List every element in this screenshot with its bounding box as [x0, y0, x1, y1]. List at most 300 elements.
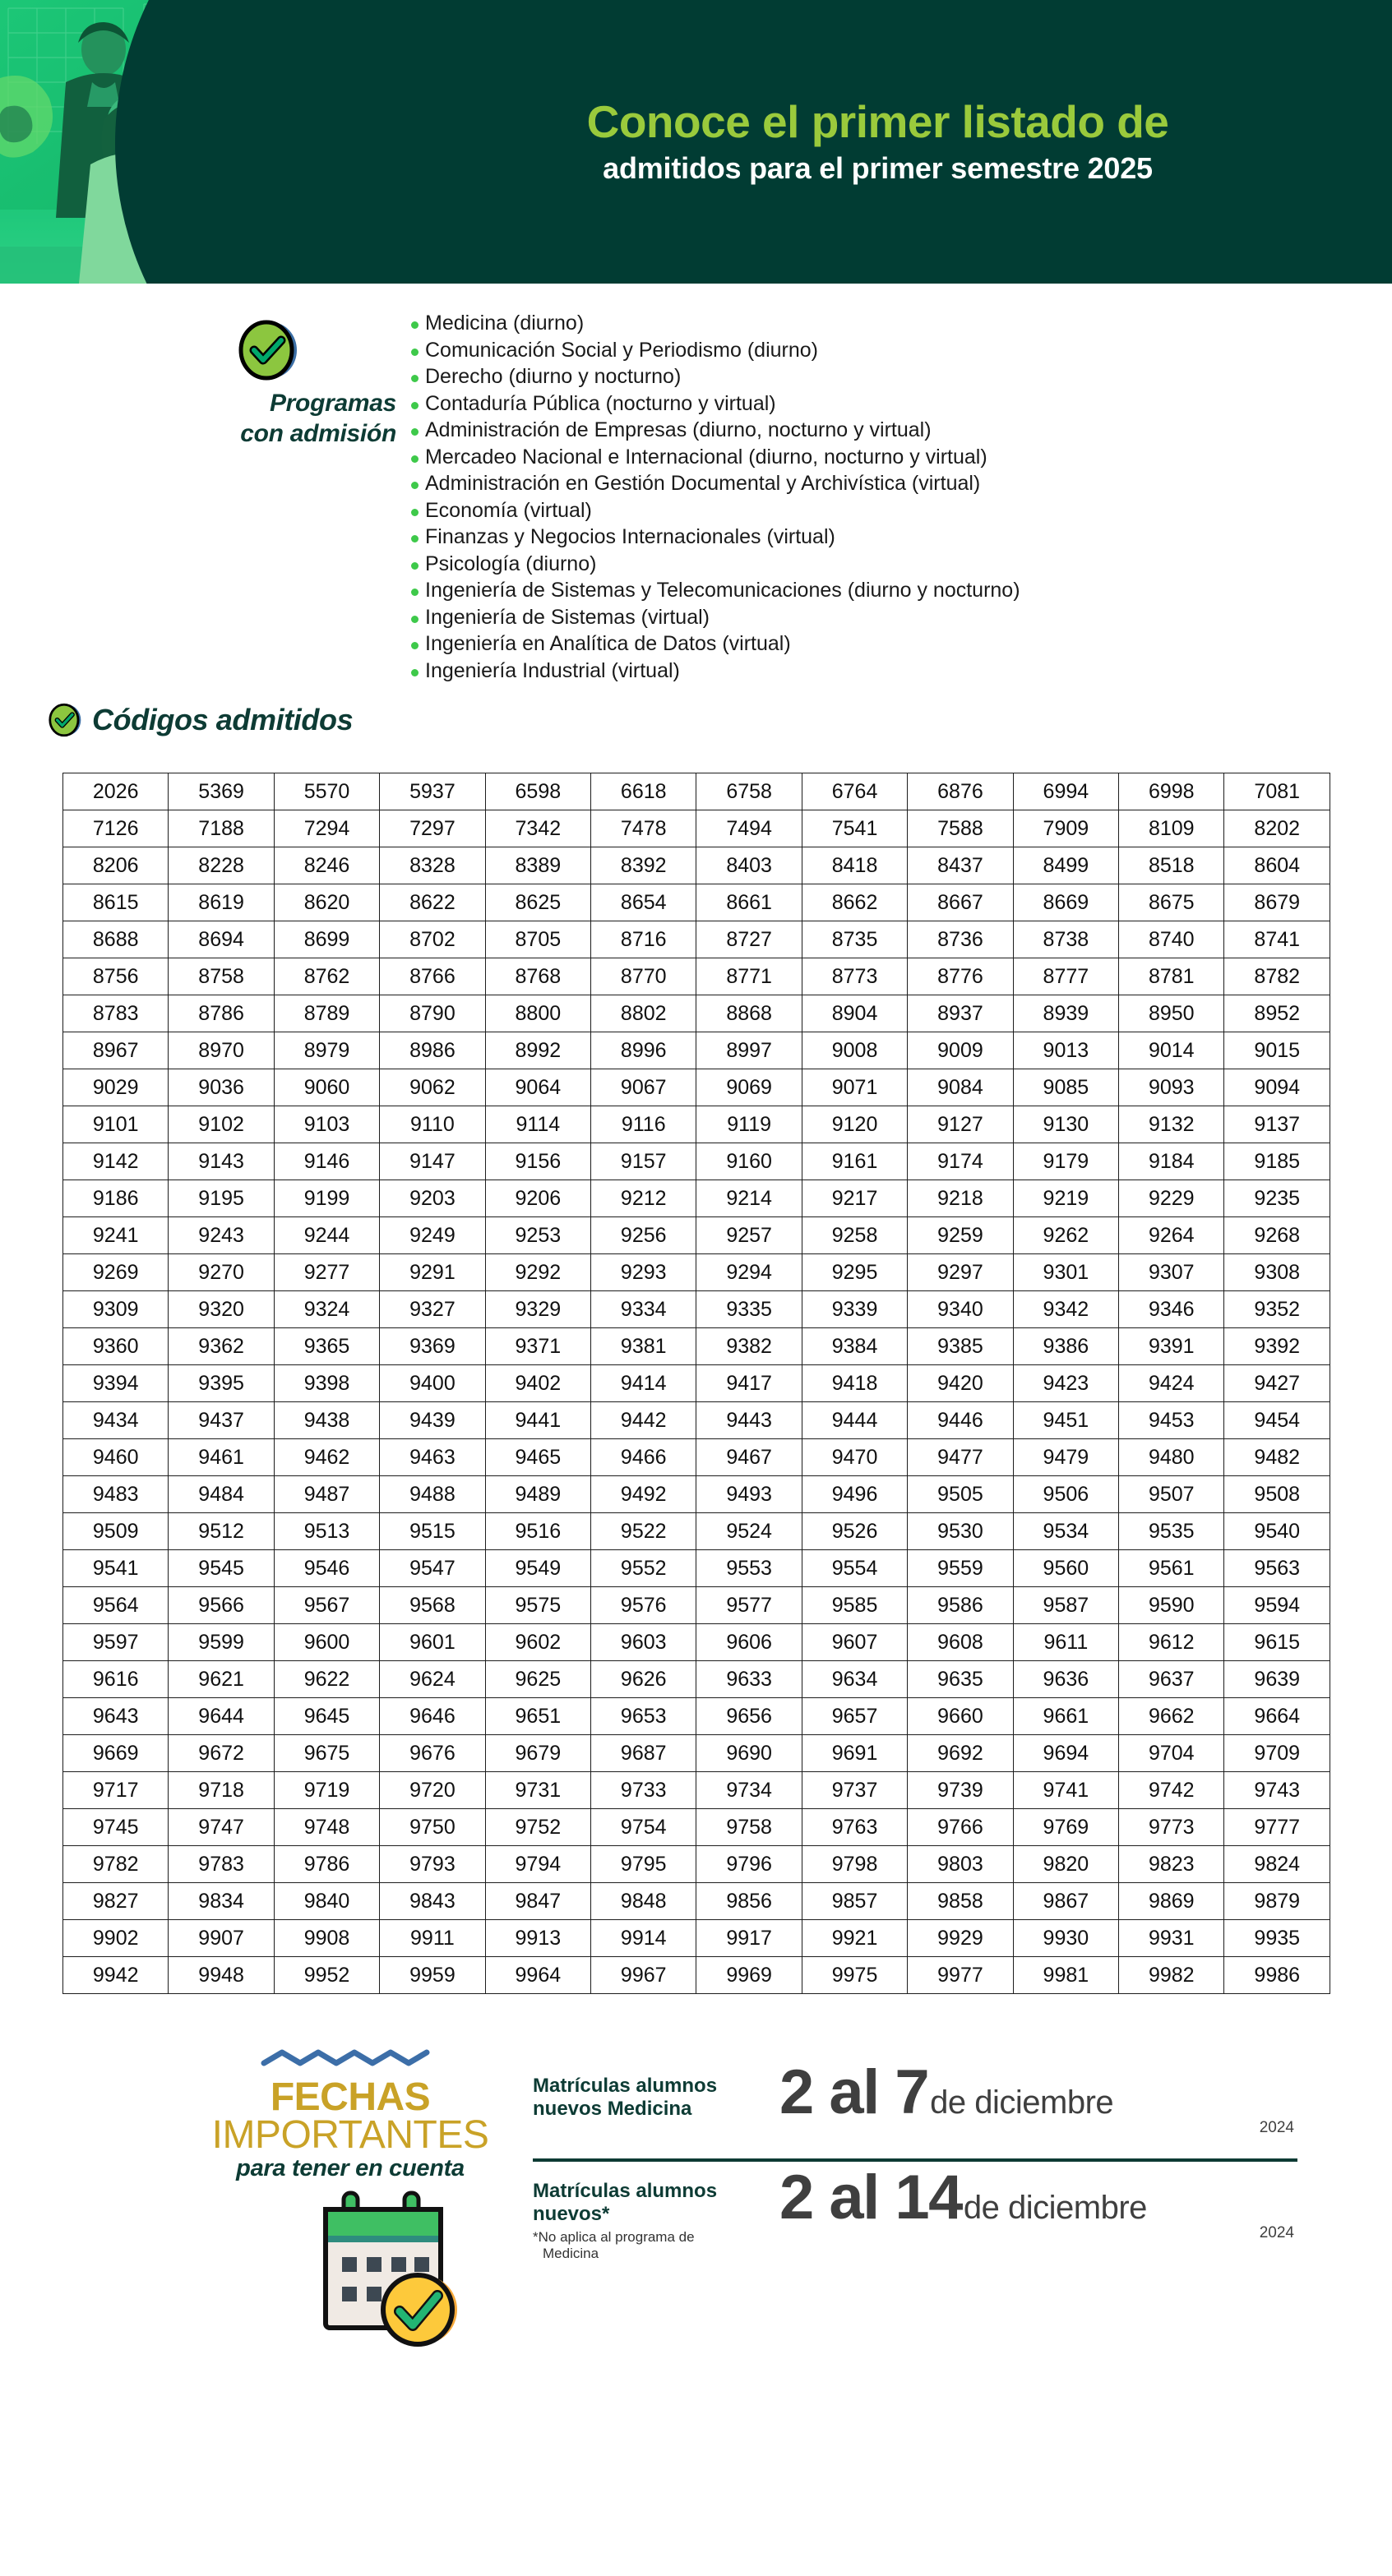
table-row	[63, 1069, 1330, 1106]
code-cell: 9294	[696, 1254, 802, 1291]
table-row	[63, 1624, 1330, 1661]
code-cell: 9219	[1013, 1180, 1118, 1217]
code-cell: 9156	[485, 1143, 590, 1180]
code-cell: 9015	[1224, 1032, 1330, 1069]
codigos-heading	[48, 702, 1392, 738]
code-cell: 9161	[802, 1143, 907, 1180]
code-cell: 9516	[485, 1513, 590, 1550]
code-cell: 9269	[63, 1254, 169, 1291]
code-cell: 9446	[908, 1402, 1013, 1439]
code-cell: 9508	[1224, 1476, 1330, 1513]
code-cell: 9834	[169, 1883, 274, 1920]
code-cell: 9064	[485, 1069, 590, 1106]
code-cell: 8702	[380, 921, 485, 958]
code-cell: 9675	[274, 1735, 379, 1772]
table-row	[63, 1957, 1330, 1994]
code-cell: 9608	[908, 1624, 1013, 1661]
code-cell: 9622	[274, 1661, 379, 1698]
code-cell: 8518	[1119, 847, 1224, 884]
code-cell: 9114	[485, 1106, 590, 1143]
code-cell: 8437	[908, 847, 1013, 884]
code-cell: 8937	[908, 995, 1013, 1032]
code-cell: 8604	[1224, 847, 1330, 884]
code-cell: 9541	[63, 1550, 169, 1587]
date-divider	[533, 2158, 1297, 2162]
code-cell: 9127	[908, 1106, 1013, 1143]
table-row	[63, 1735, 1330, 1772]
code-cell: 7909	[1013, 810, 1118, 847]
code-cell: 9745	[63, 1809, 169, 1846]
code-cell: 9679	[485, 1735, 590, 1772]
code-cell: 5570	[274, 773, 379, 810]
code-cell: 9506	[1013, 1476, 1118, 1513]
program-item	[411, 604, 1392, 631]
code-cell: 9719	[274, 1772, 379, 1809]
code-cell: 9301	[1013, 1254, 1118, 1291]
code-cell: 9270	[169, 1254, 274, 1291]
code-cell: 9645	[274, 1698, 379, 1735]
program-item-label: Administración de Empresas (diurno, nocturno y virtual)	[425, 418, 932, 441]
code-cell: 8939	[1013, 995, 1118, 1032]
code-cell: 9982	[1119, 1957, 1224, 1994]
code-cell: 9754	[591, 1809, 696, 1846]
code-cell: 9384	[802, 1328, 907, 1365]
program-item-label: Finanzas y Negocios Internacionales (virtual)	[425, 525, 835, 548]
code-cell: 9601	[380, 1624, 485, 1661]
code-cell: 9952	[274, 1957, 379, 1994]
code-cell: 9362	[169, 1328, 274, 1365]
table-row	[63, 847, 1330, 884]
code-cell: 8790	[380, 995, 485, 1032]
code-cell: 9185	[1224, 1143, 1330, 1180]
code-cell: 9342	[1013, 1291, 1118, 1328]
code-cell: 9858	[908, 1883, 1013, 1920]
code-cell: 9621	[169, 1661, 274, 1698]
code-cell: 9615	[1224, 1624, 1330, 1661]
code-cell: 8202	[1224, 810, 1330, 847]
code-cell: 8802	[591, 995, 696, 1032]
code-cell: 9453	[1119, 1402, 1224, 1439]
code-cell: 8499	[1013, 847, 1118, 884]
code-cell: 9798	[802, 1846, 907, 1883]
code-cell: 9827	[63, 1883, 169, 1920]
date-note	[533, 2229, 768, 2263]
check-circle-icon	[237, 318, 299, 382]
code-cell: 9676	[380, 1735, 485, 1772]
table-row	[63, 1809, 1330, 1846]
fechas-line3: para tener en cuenta	[236, 2155, 465, 2182]
code-cell: 9793	[380, 1846, 485, 1883]
code-cell: 9264	[1119, 1217, 1224, 1254]
code-cell: 8952	[1224, 995, 1330, 1032]
code-cell: 9371	[485, 1328, 590, 1365]
code-cell: 9062	[380, 1069, 485, 1106]
code-cell: 9717	[63, 1772, 169, 1809]
code-cell: 9803	[908, 1846, 1013, 1883]
code-cell: 9324	[274, 1291, 379, 1328]
date-label: Matrículas alumnos nuevos Medicina	[533, 2075, 718, 2121]
code-cell: 9119	[696, 1106, 802, 1143]
code-cell: 9599	[169, 1624, 274, 1661]
table-row	[63, 958, 1330, 995]
code-cell: 8773	[802, 958, 907, 995]
table-row	[63, 1143, 1330, 1180]
table-row	[63, 1180, 1330, 1217]
code-cell: 9482	[1224, 1439, 1330, 1476]
code-cell: 6764	[802, 773, 907, 810]
code-cell: 9561	[1119, 1550, 1224, 1587]
code-cell: 9575	[485, 1587, 590, 1624]
code-cell: 9758	[696, 1809, 802, 1846]
table-row	[63, 1883, 1330, 1920]
code-cell: 9566	[169, 1587, 274, 1624]
program-item	[411, 577, 1392, 604]
program-item	[411, 658, 1392, 685]
code-cell: 9293	[591, 1254, 696, 1291]
program-item-label: Administración en Gestión Documental y Archivística (virtual)	[425, 472, 981, 495]
code-cell: 9466	[591, 1439, 696, 1476]
code-cell: 8766	[380, 958, 485, 995]
code-cell: 8738	[1013, 921, 1118, 958]
code-cell: 6598	[485, 773, 590, 810]
table-row	[63, 1920, 1330, 1957]
code-cell: 8800	[485, 995, 590, 1032]
code-cell: 9739	[908, 1772, 1013, 1809]
code-cell: 9606	[696, 1624, 802, 1661]
code-cell: 9480	[1119, 1439, 1224, 1476]
code-cell: 9307	[1119, 1254, 1224, 1291]
program-item	[411, 470, 1392, 497]
code-cell: 9496	[802, 1476, 907, 1513]
code-cell: 9418	[802, 1365, 907, 1402]
code-cell: 9586	[908, 1587, 1013, 1624]
code-cell: 9391	[1119, 1328, 1224, 1365]
code-cell: 9203	[380, 1180, 485, 1217]
date-note-line2: Medicina	[543, 2246, 599, 2262]
code-cell: 9214	[696, 1180, 802, 1217]
code-cell: 8781	[1119, 958, 1224, 995]
code-cell: 9467	[696, 1439, 802, 1476]
code-cell: 9704	[1119, 1735, 1224, 1772]
code-cell: 9505	[908, 1476, 1013, 1513]
code-cell: 8675	[1119, 884, 1224, 921]
date-label	[533, 2165, 779, 2262]
code-cell: 8654	[591, 884, 696, 921]
program-item-label: Economía (virtual)	[425, 498, 592, 522]
code-cell: 8776	[908, 958, 1013, 995]
program-item-label: Contaduría Pública (nocturno y virtual)	[425, 391, 776, 415]
code-cell: 9067	[591, 1069, 696, 1106]
code-cell: 9488	[380, 1476, 485, 1513]
code-cell: 9184	[1119, 1143, 1224, 1180]
code-cell: 6758	[696, 773, 802, 810]
code-cell: 9975	[802, 1957, 907, 1994]
code-cell: 8970	[169, 1032, 274, 1069]
program-item-label: Derecho (diurno y nocturno)	[425, 365, 682, 388]
code-cell: 9489	[485, 1476, 590, 1513]
code-cell: 8622	[380, 884, 485, 921]
code-cell: 9626	[591, 1661, 696, 1698]
code-cell: 9823	[1119, 1846, 1224, 1883]
code-cell: 9444	[802, 1402, 907, 1439]
table-row	[63, 1846, 1330, 1883]
date-month: de diciembre	[930, 2084, 1114, 2121]
table-row	[63, 995, 1330, 1032]
code-cell: 9398	[274, 1365, 379, 1402]
code-cell: 9560	[1013, 1550, 1118, 1587]
code-cell: 9460	[63, 1439, 169, 1476]
code-cell: 8756	[63, 958, 169, 995]
code-cell: 9101	[63, 1106, 169, 1143]
code-cell: 9454	[1224, 1402, 1330, 1439]
code-cell: 9857	[802, 1883, 907, 1920]
code-cell: 9633	[696, 1661, 802, 1698]
code-cell: 9381	[591, 1328, 696, 1365]
code-cell: 9235	[1224, 1180, 1330, 1217]
code-cell: 9567	[274, 1587, 379, 1624]
code-cell: 8403	[696, 847, 802, 884]
code-cell: 9644	[169, 1698, 274, 1735]
code-cell: 9071	[802, 1069, 907, 1106]
code-cell: 8997	[696, 1032, 802, 1069]
code-cell: 8986	[380, 1032, 485, 1069]
code-cell: 8625	[485, 884, 590, 921]
code-cell: 9277	[274, 1254, 379, 1291]
code-cell: 9612	[1119, 1624, 1224, 1661]
code-cell: 9625	[485, 1661, 590, 1698]
code-cell: 9747	[169, 1809, 274, 1846]
program-item-label: Ingeniería de Sistemas (virtual)	[425, 605, 710, 629]
code-cell: 9820	[1013, 1846, 1118, 1883]
code-cell: 8328	[380, 847, 485, 884]
code-cell: 9256	[591, 1217, 696, 1254]
program-item	[411, 444, 1392, 471]
code-cell: 9036	[169, 1069, 274, 1106]
code-cell: 9340	[908, 1291, 1013, 1328]
table-row	[63, 1217, 1330, 1254]
code-cell: 8782	[1224, 958, 1330, 995]
code-cell: 9137	[1224, 1106, 1330, 1143]
code-cell: 9786	[274, 1846, 379, 1883]
table-row	[63, 884, 1330, 921]
code-cell: 9493	[696, 1476, 802, 1513]
code-cell: 9795	[591, 1846, 696, 1883]
code-cell: 9929	[908, 1920, 1013, 1957]
code-cell: 9437	[169, 1402, 274, 1439]
code-cell: 8246	[274, 847, 379, 884]
program-item	[411, 630, 1392, 658]
code-cell: 8228	[169, 847, 274, 884]
code-cell: 8109	[1119, 810, 1224, 847]
code-cell: 8783	[63, 995, 169, 1032]
code-cell: 9309	[63, 1291, 169, 1328]
code-cell: 9794	[485, 1846, 590, 1883]
code-cell: 9120	[802, 1106, 907, 1143]
code-cell: 9102	[169, 1106, 274, 1143]
table-row	[63, 1254, 1330, 1291]
code-cell: 9867	[1013, 1883, 1118, 1920]
calendar-check-icon	[314, 2188, 470, 2357]
code-cell: 9014	[1119, 1032, 1224, 1069]
code-cell: 9661	[1013, 1698, 1118, 1735]
code-cell: 9212	[591, 1180, 696, 1217]
bullet-icon	[411, 589, 419, 596]
code-cell: 9439	[380, 1402, 485, 1439]
code-cell: 5937	[380, 773, 485, 810]
code-cell: 9509	[63, 1513, 169, 1550]
code-cell: 9535	[1119, 1513, 1224, 1550]
date-year: 2024	[1259, 2119, 1294, 2136]
code-cell: 9672	[169, 1735, 274, 1772]
table-row	[63, 1328, 1330, 1365]
code-cell: 9741	[1013, 1772, 1118, 1809]
code-cell: 8868	[696, 995, 802, 1032]
code-cell: 8950	[1119, 995, 1224, 1032]
code-cell: 9590	[1119, 1587, 1224, 1624]
program-item-label: Psicología (diurno)	[425, 552, 597, 575]
code-cell: 9094	[1224, 1069, 1330, 1106]
code-cell: 8705	[485, 921, 590, 958]
code-cell: 7494	[696, 810, 802, 847]
code-cell: 9824	[1224, 1846, 1330, 1883]
code-cell: 9013	[1013, 1032, 1118, 1069]
bullet-icon	[411, 349, 419, 356]
date-row	[533, 2165, 1297, 2288]
code-cell: 9385	[908, 1328, 1013, 1365]
code-cell: 9549	[485, 1550, 590, 1587]
code-cell: 9656	[696, 1698, 802, 1735]
code-cell: 9530	[908, 1513, 1013, 1550]
code-cell: 8979	[274, 1032, 379, 1069]
code-cell: 9718	[169, 1772, 274, 1809]
code-cell: 9637	[1119, 1661, 1224, 1698]
code-cell: 8777	[1013, 958, 1118, 995]
code-cell: 9443	[696, 1402, 802, 1439]
code-cell: 9402	[485, 1365, 590, 1402]
code-cell: 9441	[485, 1402, 590, 1439]
code-cell: 8770	[591, 958, 696, 995]
banner-title-line1: Conoce el primer listado de	[586, 96, 1169, 148]
code-cell: 9334	[591, 1291, 696, 1328]
code-cell: 9534	[1013, 1513, 1118, 1550]
code-cell: 9600	[274, 1624, 379, 1661]
code-cell: 9462	[274, 1439, 379, 1476]
code-cell: 9513	[274, 1513, 379, 1550]
code-cell: 9295	[802, 1254, 907, 1291]
code-cell: 8736	[908, 921, 1013, 958]
bullet-icon	[411, 562, 419, 570]
code-cell: 9465	[485, 1439, 590, 1476]
code-cell: 9147	[380, 1143, 485, 1180]
code-cell: 8768	[485, 958, 590, 995]
code-cell: 8392	[591, 847, 696, 884]
code-cell: 9009	[908, 1032, 1013, 1069]
code-cell: 9913	[485, 1920, 590, 1957]
code-cell: 9917	[696, 1920, 802, 1957]
code-cell: 9395	[169, 1365, 274, 1402]
code-cell: 9487	[274, 1476, 379, 1513]
date-range: 2 al 14	[779, 2163, 962, 2232]
code-cell: 9352	[1224, 1291, 1330, 1328]
code-cell: 8667	[908, 884, 1013, 921]
code-cell: 9687	[591, 1735, 696, 1772]
code-cell: 9879	[1224, 1883, 1330, 1920]
table-row	[63, 1476, 1330, 1513]
code-cell: 9664	[1224, 1698, 1330, 1735]
code-cell: 9442	[591, 1402, 696, 1439]
table-row	[63, 1439, 1330, 1476]
code-cell: 9461	[169, 1439, 274, 1476]
code-cell: 9750	[380, 1809, 485, 1846]
date-range: 2 al 7	[779, 2057, 929, 2127]
code-cell: 9752	[485, 1809, 590, 1846]
code-cell: 9856	[696, 1883, 802, 1920]
code-cell: 9783	[169, 1846, 274, 1883]
codes-table-wrap	[62, 773, 1330, 1994]
code-cell: 9914	[591, 1920, 696, 1957]
table-row	[63, 1587, 1330, 1624]
code-cell: 9568	[380, 1587, 485, 1624]
program-item-label: Ingeniería en Analítica de Datos (virtual)	[425, 632, 791, 655]
code-cell: 9634	[802, 1661, 907, 1698]
table-row	[63, 1513, 1330, 1550]
code-cell: 9143	[169, 1143, 274, 1180]
date-note-line1: *No aplica al programa de	[533, 2228, 695, 2245]
code-cell: 9414	[591, 1365, 696, 1402]
code-cell: 9902	[63, 1920, 169, 1957]
date-month: de diciembre	[963, 2190, 1147, 2226]
bullet-icon	[411, 509, 419, 516]
code-cell: 9382	[696, 1328, 802, 1365]
code-cell: 8620	[274, 884, 379, 921]
fechas-importantes-block	[202, 2048, 498, 2183]
program-item	[411, 417, 1392, 444]
code-cell: 9335	[696, 1291, 802, 1328]
bullet-icon	[411, 482, 419, 489]
program-item	[411, 390, 1392, 418]
code-cell: 9930	[1013, 1920, 1118, 1957]
code-cell: 9257	[696, 1217, 802, 1254]
students-photo	[0, 0, 386, 284]
dates-block	[533, 2057, 1297, 2288]
code-cell: 9657	[802, 1698, 907, 1735]
fechas-line1: FECHAS	[270, 2075, 431, 2119]
code-cell: 9636	[1013, 1661, 1118, 1698]
code-cell: 9546	[274, 1550, 379, 1587]
code-cell: 9369	[380, 1328, 485, 1365]
code-cell: 9438	[274, 1402, 379, 1439]
code-cell: 9662	[1119, 1698, 1224, 1735]
code-cell: 8741	[1224, 921, 1330, 958]
table-row	[63, 1698, 1330, 1735]
code-cell: 9690	[696, 1735, 802, 1772]
code-cell: 9669	[63, 1735, 169, 1772]
code-cell: 9869	[1119, 1883, 1224, 1920]
code-cell: 9218	[908, 1180, 1013, 1217]
banner-title-block	[386, 0, 1392, 284]
code-cell: 9769	[1013, 1809, 1118, 1846]
programs-label-line1: Programas	[269, 390, 396, 417]
code-cell: 7478	[591, 810, 696, 847]
code-cell: 9660	[908, 1698, 1013, 1735]
code-cell: 9545	[169, 1550, 274, 1587]
table-row	[63, 1106, 1330, 1143]
code-cell: 8619	[169, 884, 274, 921]
code-cell: 9434	[63, 1402, 169, 1439]
code-cell: 9547	[380, 1550, 485, 1587]
code-cell: 9602	[485, 1624, 590, 1661]
code-cell: 9259	[908, 1217, 1013, 1254]
